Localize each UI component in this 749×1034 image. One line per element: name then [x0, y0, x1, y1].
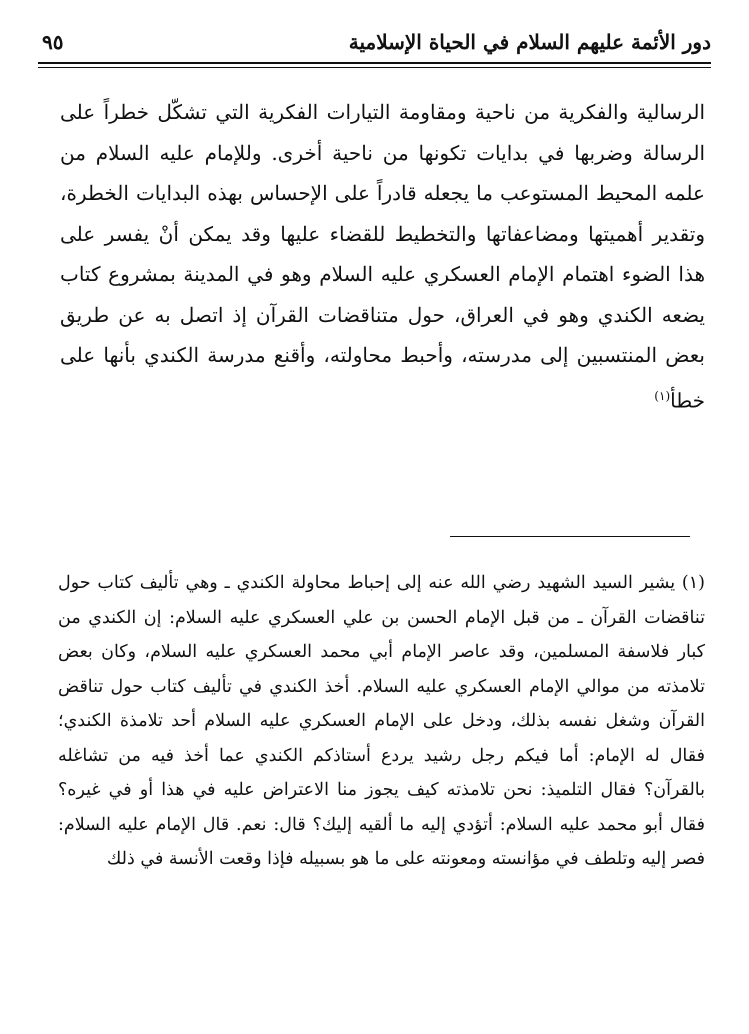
page-number: ٩٥ [42, 30, 64, 54]
paragraph-text: الرسالية والفكرية من ناحية ومقاومة التيارات الفكرية التي تشكّل خطراً على الرسالة وضربها في بدايات تكونها من ناحية أخرى. وللإمام عليه السلام من علمه المحيط المستوعب ما يجعله قادراً على الإحساس بهذه البدايات الخطرة، وتقدير أهميتها ومضاعفاتها والتخطيط للقضاء عليها وقد يمكن أنْ يفسر على هذا الضوء اهتمام الإمام العسكري عليه السلام وهو في المدينة بمشروع كتاب يضعه الكندي وهو في العراق، حول متناقضات القرآن إذ اتصل به عن طريق بعض المنتسبين إلى مدرسته، وأحبط محاولته، وأقنع مدرسة الكندي بأنها على خطأ [60, 100, 706, 413]
running-title: دور الأئمة عليهم السلام في الحياة الإسلامية [348, 30, 711, 54]
footnote-marker: (١) [654, 388, 671, 403]
header-rule [38, 62, 711, 68]
page-header [38, 28, 711, 58]
footnote-separator [450, 536, 690, 537]
main-text [60, 92, 705, 421]
footnotes [58, 566, 705, 877]
footnote-text: (١) يشير السيد الشهيد رضي الله عنه إلى إحباط محاولة الكندي ـ وهي تأليف كتاب حول تناقضات القرآن ـ من قبل الإمام الحسن بن علي العسكري عليه السلام: إن الكندي من كبار فلاسفة المسلمين، وقد عاصر الإمام أبي محمد العسكري عليه السلام، وكان بعض تلامذته من موالي الإمام العسكري عليه السلام. أخذ الكندي في تأليف كتاب حول تناقض القرآن وشغل نفسه بذلك، ودخل على الإمام العسكري عليه السلام أحد تلامذة الكندي؛ فقال له الإمام: أما فيكم رجل رشيد يردع أستاذكم الكندي عما أخذ فيه من تشاغله بالقرآن؟ فقال التلميذ: نحن تلامذته كيف يجوز منا الاعتراض عليه في هذا أو في غيره؟ فقال أبو محمد عليه السلام: أتؤدي إليه ما ألقيه إليك؟ قال: نعم. قال الإمام عليه السلام: فصر إليه وتلطف في مؤانسته ومعونته على ما هو بسبيله فإذا وقعت الأنسة في ذلك [58, 573, 705, 869]
body-paragraph [60, 92, 705, 421]
